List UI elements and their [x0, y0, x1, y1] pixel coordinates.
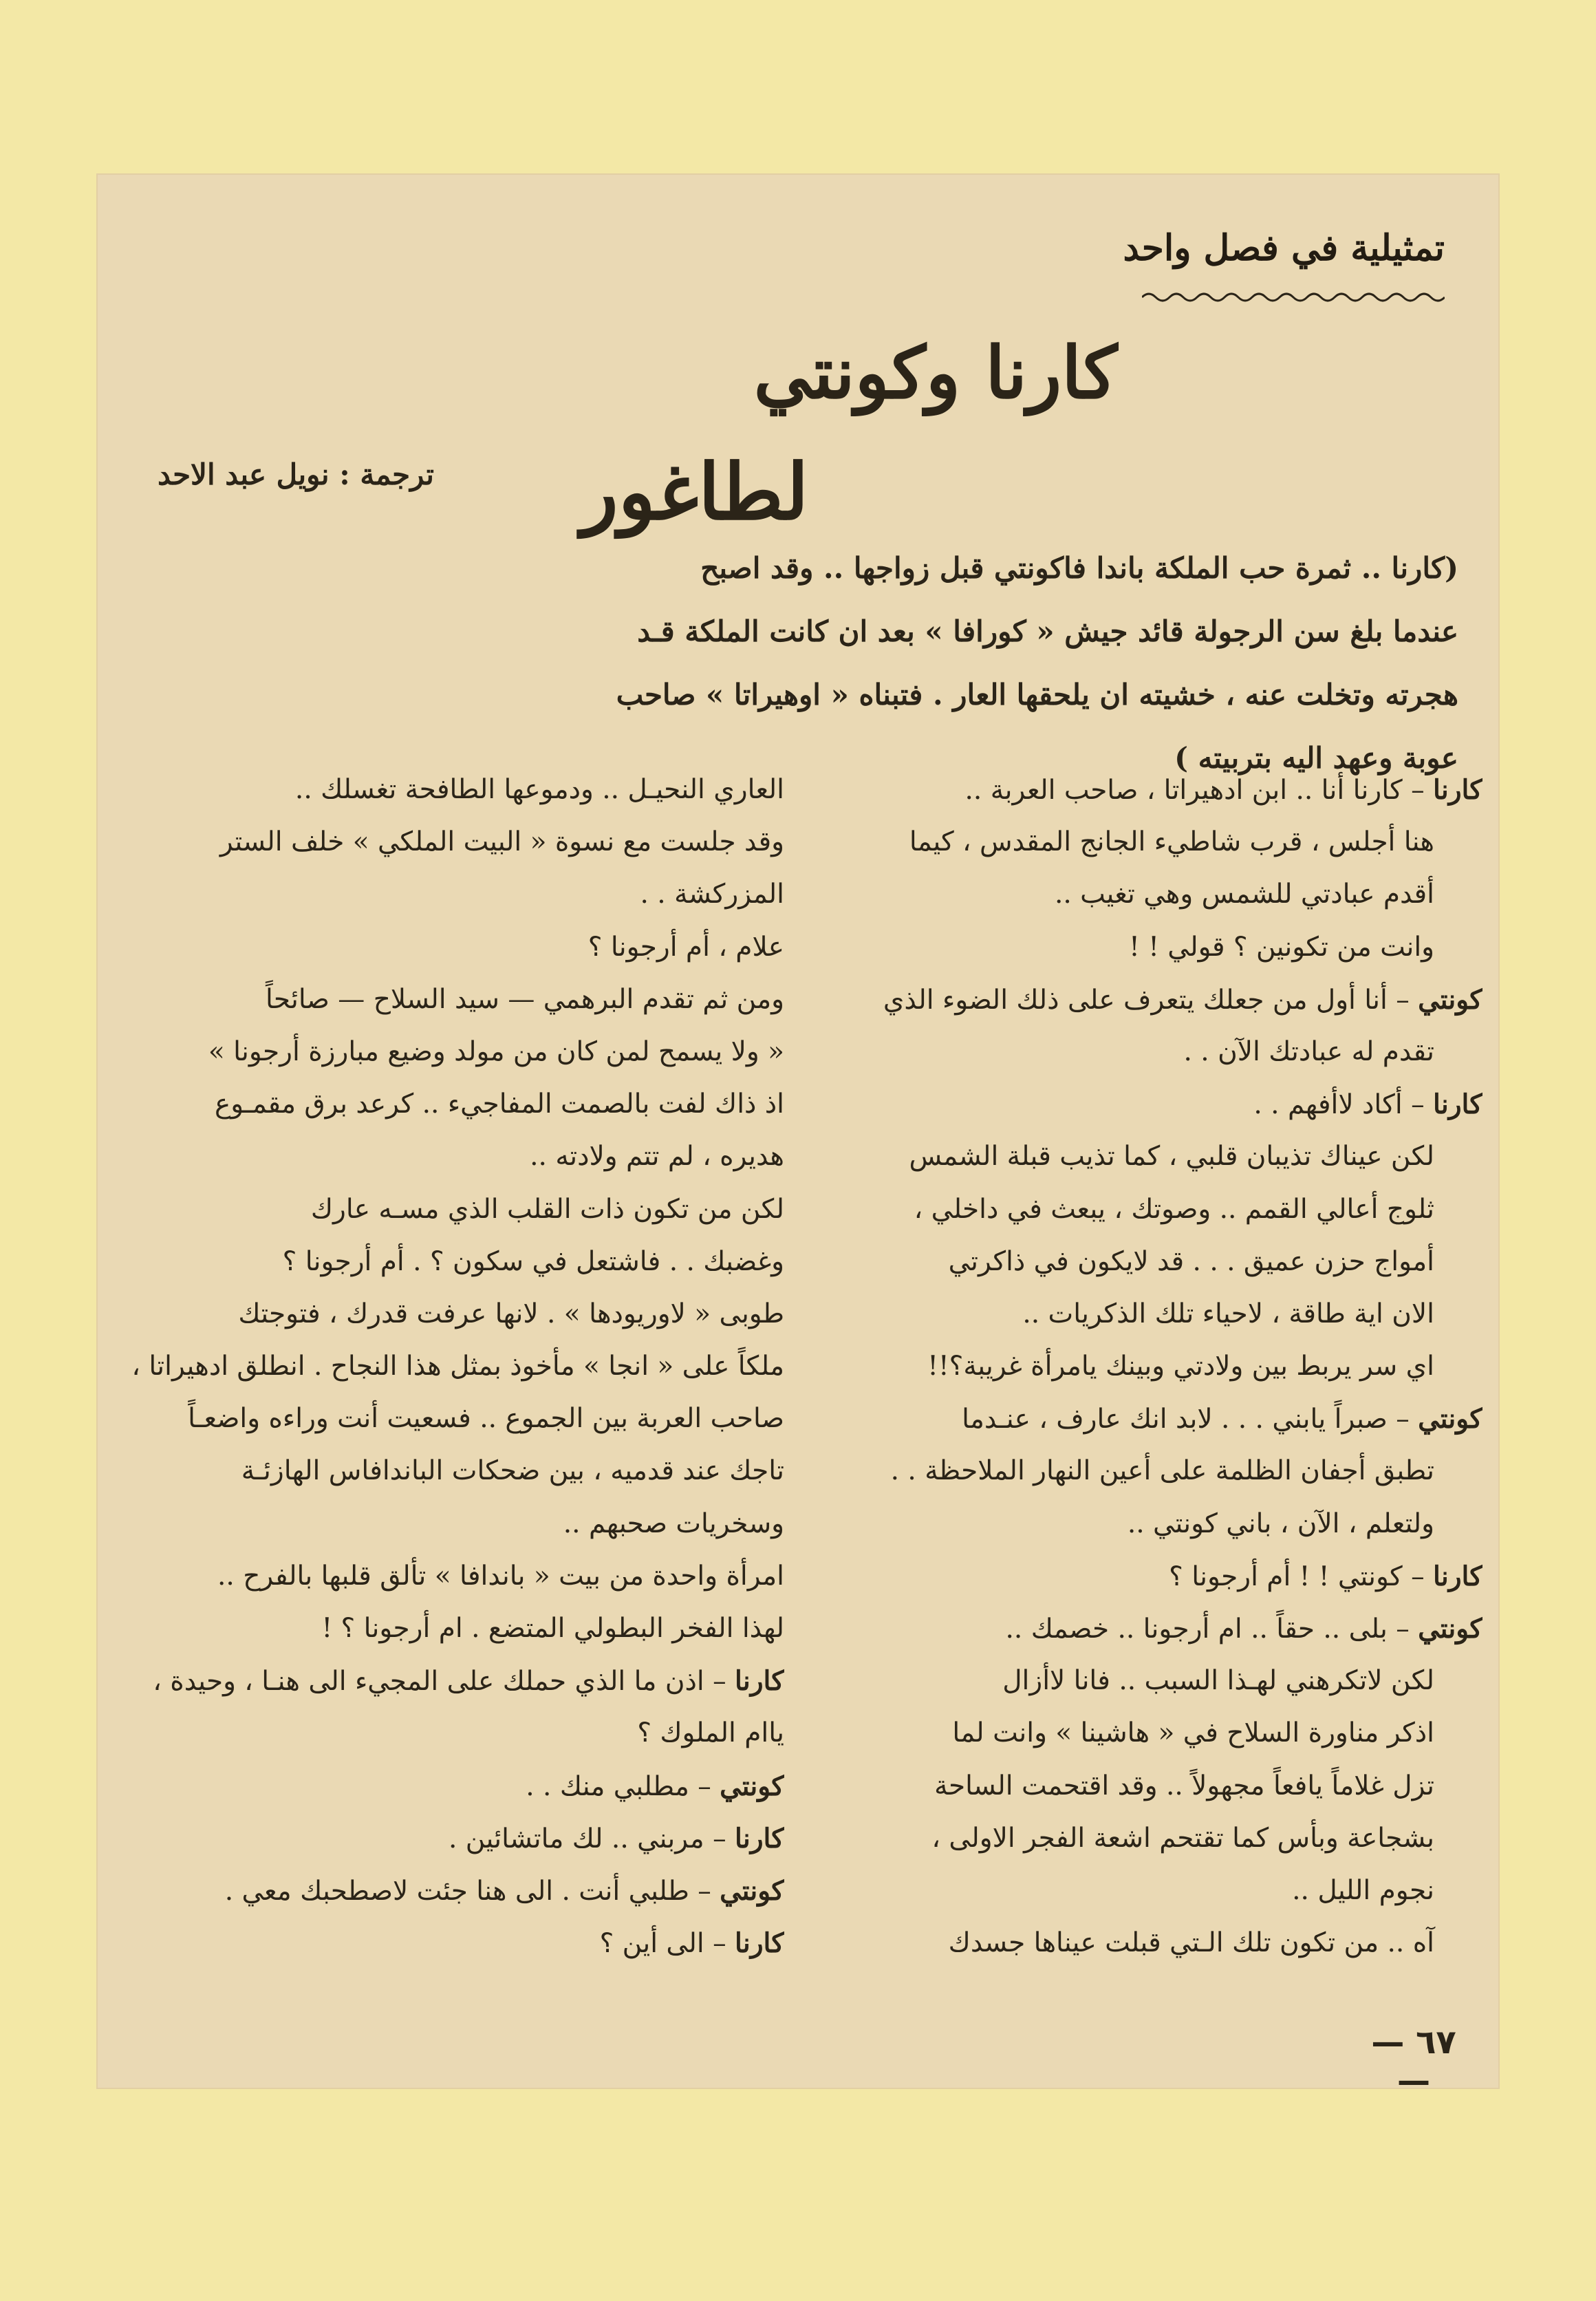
dialogue-text: لهذا الفخر البطولي المتضع . ام أرجونا ؟ !	[321, 1613, 784, 1644]
dialogue-text: تقدم له عبادتك الآن . .	[1183, 1036, 1434, 1067]
dialogue-text: أمواج حزن عميق . . . قد لايكون في ذاكرتي	[948, 1245, 1434, 1277]
dialogue-text: المزركشة . .	[640, 879, 784, 910]
dialogue-text: أقدم عبادتي للشمس وهي تغيب ..	[1054, 879, 1434, 910]
dialogue-line	[96, 1236, 784, 1288]
dialogue-text: آه .. من تكون تلك الـتي قبلت عيناها جسدك	[948, 1927, 1434, 1959]
dialogue-text: هديره ، لم تتم ولادته ..	[530, 1141, 784, 1173]
dialogue-text: وانت من تكونين ؟ قولي ! !	[1129, 931, 1434, 963]
dialogue-text: اذ ذاك لفت بالصمت المفاجيء .. كرعد برق مقمـوع	[214, 1089, 784, 1120]
speaker-dash: –	[1387, 1404, 1419, 1435]
dialogue-line	[96, 1498, 784, 1550]
dialogue-line	[832, 764, 1482, 816]
dialogue-line	[832, 974, 1482, 1026]
dialogue-line	[832, 868, 1482, 921]
speaker-dash: –	[689, 1875, 720, 1907]
wavy-underline	[1142, 289, 1445, 306]
dialogue-line	[832, 1131, 1482, 1183]
speaker-name: كارنا	[1432, 1089, 1482, 1121]
dialogue-text: بلى .. حقاً .. ام أرجونا .. خصمك ..	[1005, 1614, 1388, 1645]
speaker-name: كونتي	[720, 1874, 784, 1907]
right-column	[832, 764, 1482, 1969]
dialogue-text: كارنا أنا .. ابن ادهيراتا ، صاحب العربة ..	[964, 775, 1403, 806]
dialogue-text: طلبي أنت . الى هنا جئت لاصطحبك معي .	[224, 1875, 689, 1907]
dialogue-text: الان اية طاقة ، لاحياء تلك الذكريات ..	[1022, 1298, 1434, 1329]
dialogue-text: كونتي ! ! أم أرجونا ؟	[1169, 1561, 1403, 1592]
dialogue-line	[832, 1393, 1482, 1445]
dialogue-line	[832, 1184, 1482, 1236]
speaker-name: كونتي	[1418, 1403, 1482, 1435]
dialogue-text: لكن لاتكرهني لهـذا السبب .. فانا لاأزال	[1002, 1665, 1434, 1697]
speaker-dash: –	[1387, 984, 1419, 1016]
dialogue-line	[96, 1393, 784, 1445]
dialogue-line	[96, 974, 784, 1026]
dialogue-line	[832, 1078, 1482, 1131]
intro-line: عندما بلغ سن الرجولة قائد جيش « كورافا » بعد ان كانت الملكة قـد	[637, 614, 1458, 648]
dialogue-text: صبراً يابني . . . لابد انك عارف ، عنـدما	[962, 1404, 1388, 1435]
dialogue-text: اذن ما الذي حملك على المجيء الى هنـا ، وحيدة ،	[153, 1666, 704, 1698]
intro-paragraph	[337, 537, 1458, 790]
dialogue-line	[96, 1550, 784, 1603]
dialogue-line	[832, 1603, 1482, 1655]
author-name: لطاغور	[581, 447, 809, 537]
speaker-dash: –	[1402, 775, 1433, 806]
dialogue-text: وغضبك . . فاشتعل في سكون ؟ . أم أرجونا ؟	[282, 1245, 784, 1277]
speaker-dash: –	[1402, 1561, 1433, 1592]
dialogue-text: « ولا يسمح لمن كان من مولد وضيع مبارزة أرجونا »	[208, 1036, 784, 1067]
speaker-name: كارنا	[734, 1822, 784, 1854]
dialogue-line	[832, 1026, 1482, 1078]
dialogue-line	[832, 1707, 1482, 1759]
dialogue-line	[832, 1445, 1482, 1497]
dialogue-text: لكن من تكون ذات القلب الذي مسـه عارك	[310, 1193, 784, 1225]
dialogue-line	[96, 868, 784, 921]
speaker-name: كونتي	[1418, 983, 1482, 1016]
dialogue-text: ولتعلم ، الآن ، باني كونتي ..	[1127, 1508, 1434, 1539]
dialogue-line	[832, 1550, 1482, 1603]
dialogue-text: وسخريات صحبهم ..	[563, 1508, 784, 1539]
dialogue-line	[832, 1812, 1482, 1865]
dialogue-text: تزل غلاماً يافعاً مجهولاً .. وقد اقتحمت الساحة	[934, 1770, 1434, 1801]
dialogue-line	[96, 1131, 784, 1183]
dialogue-text: مربني .. لك ماتشائين .	[448, 1823, 704, 1854]
dialogue-text: علام ، أم أرجونا ؟	[587, 931, 784, 963]
dialogue-line	[96, 921, 784, 974]
dialogue-line	[832, 1917, 1482, 1969]
dialogue-line	[96, 1603, 784, 1655]
dialogue-text: الى أين ؟	[599, 1928, 704, 1960]
dialogue-text: أكاد لاأفهم . .	[1253, 1089, 1403, 1121]
dialogue-text: العاري النحيـل .. ودموعها الطافحة تغسلك ..	[294, 774, 784, 805]
intro-line: عوبة وعهد اليه بتربيته )	[1174, 741, 1458, 775]
dialogue-text: ومن ثم تقدم البرهمي — سيد السلاح — صائحاً	[265, 983, 784, 1015]
dialogue-text: صاحب العربة بين الجموع .. فسعيت أنت وراءه واضعـاً	[188, 1403, 784, 1435]
dialogue-line	[832, 1865, 1482, 1917]
dialogue-line	[832, 1340, 1482, 1393]
speaker-dash: –	[1387, 1614, 1419, 1645]
translator-credit: ترجمة : نويل عبد الاحد	[158, 458, 434, 491]
dialogue-line	[96, 1340, 784, 1393]
dialogue-line	[96, 1445, 784, 1497]
dialogue-line	[96, 1655, 784, 1707]
dialogue-line	[832, 921, 1482, 974]
dialogue-line	[96, 1288, 784, 1340]
dialogue-text: بشجاعة وبأس كما تقتحم اشعة الفجر الاولى ،	[931, 1822, 1434, 1854]
dialogue-line	[96, 764, 784, 816]
dialogue-text: طوبى « لاوريودها » . لانها عرفت قدرك ، فتوجتك	[238, 1298, 784, 1329]
speaker-name: كارنا	[734, 1665, 784, 1698]
dialogue-line	[96, 1760, 784, 1812]
dialogue-line	[96, 1078, 784, 1131]
dialogue-line	[832, 1655, 1482, 1707]
dialogue-text: ثلوج أعالي القمم .. وصوتك ، يبعث في داخلي ،	[914, 1193, 1434, 1225]
dialogue-text: تاجك عند قدميه ، بين ضحكات الباندافاس الهازئـة	[241, 1455, 784, 1487]
dialogue-text: لكن عيناك تذيبان قلبي ، كما تذيب قبلة الشمس	[909, 1141, 1434, 1173]
intro-line: هجرته وتخلت عنه ، خشيته ان يلحقها العار . فتبناه « اوهيراتا » صاحب	[616, 678, 1458, 711]
dialogue-line	[832, 1760, 1482, 1812]
speaker-name: كونتي	[1418, 1613, 1482, 1645]
dialogue-text: اذكر مناورة السلاح في « هاشينا » وانت لما	[952, 1717, 1434, 1749]
play-title: كارنا وكونتي	[753, 330, 1118, 415]
dialogue-line	[96, 816, 784, 868]
dialogue-text: أنا أول من جعلك يتعرف على ذلك الضوء الذي	[883, 984, 1388, 1016]
speaker-name: كارنا	[734, 1927, 784, 1960]
speaker-dash: –	[704, 1823, 735, 1854]
dialogue-text: مطلبي منك . .	[526, 1770, 689, 1802]
dialogue-line	[96, 1865, 784, 1917]
speaker-name: كونتي	[720, 1770, 784, 1802]
dialogue-text: ياام الملوك ؟	[637, 1717, 784, 1749]
dialogue-text: وقد جلست مع نسوة « البيت الملكي » خلف الستر	[219, 826, 784, 858]
dialogue-text: ملكاً على « انجا » مأخوذ بمثل هذا النجاح . انطلق ادهيراتا ،	[131, 1351, 784, 1382]
dialogue-line	[96, 1707, 784, 1759]
dialogue-line	[96, 1812, 784, 1865]
dialogue-line	[832, 1236, 1482, 1288]
speaker-name: كارنا	[1432, 1560, 1482, 1592]
left-column	[96, 764, 784, 1969]
dialogue-line	[96, 1917, 784, 1969]
dialogue-text: تطبق أجفان الظلمة على أعين النهار الملاحظة . .	[890, 1455, 1434, 1487]
page-number: — ٦٧ —	[1371, 2023, 1456, 2100]
speaker-dash: –	[1402, 1089, 1433, 1121]
dialogue-text: نجوم الليل ..	[1292, 1874, 1434, 1906]
dialogue-text: اي سر يربط بين ولادتي وبينك يامرأة غريبة؟!!	[927, 1351, 1434, 1382]
dialogue-line	[96, 1026, 784, 1078]
dialogue-line	[832, 1288, 1482, 1340]
dialogue-text: امرأة واحدة من بيت « باندافا » تألق قلبها بالفرح ..	[217, 1560, 784, 1592]
dialogue-line	[96, 1184, 784, 1236]
section-label: تمثيلية في فصل واحد	[1123, 227, 1445, 269]
speaker-dash: –	[704, 1928, 735, 1960]
speaker-dash: –	[704, 1666, 735, 1698]
dialogue-line	[832, 1498, 1482, 1550]
speaker-name: كارنا	[1432, 774, 1482, 806]
speaker-dash: –	[689, 1770, 720, 1802]
dialogue-line	[832, 816, 1482, 868]
dialogue-text: هنا أجلس ، قرب شاطيء الجانج المقدس ، كيما	[909, 826, 1434, 858]
intro-line: (كارنا .. ثمرة حب الملكة باندا فاكونتي قبل زواجها .. وقد اصبح	[700, 551, 1458, 585]
